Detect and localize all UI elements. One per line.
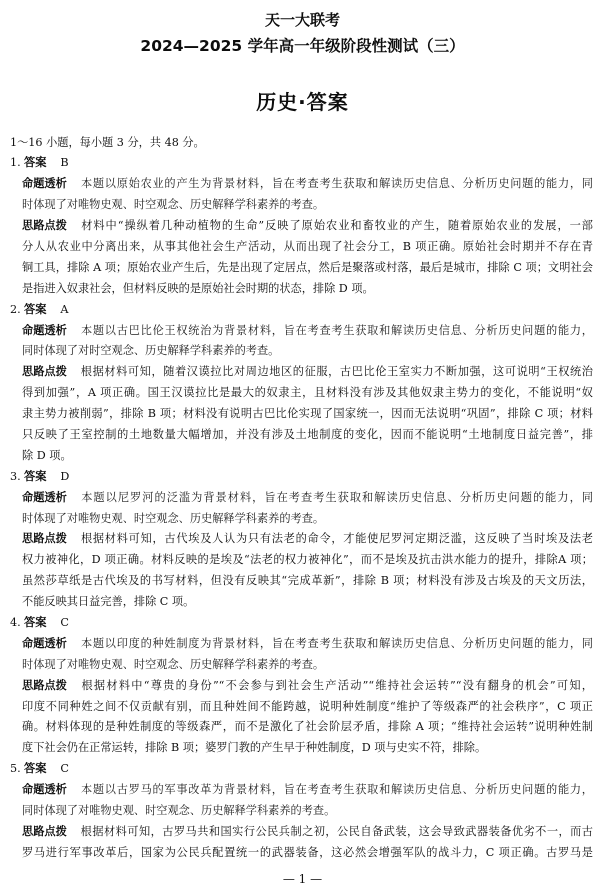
exam-title: 2024—2025 学年高一年级阶段性测试（三） (140, 37, 465, 55)
analysis-text: 本题以古罗马的军事改革为背景材料，旨在考查考生获取和解读历史信息、分析历史问题的能力， (80, 783, 593, 797)
hint-text: 材料中“操纵着几种动植物的生命”反映了原始农业和畜牧业的产生，随着原始农业的发展，一部 (80, 219, 593, 233)
question-number: 4. (10, 615, 21, 629)
answer-label: 答案 (24, 156, 47, 170)
analysis-text: 本题以印度的种姓制度为背景材料，旨在考查考生获取和解读历史信息、分析历史问题的能力，同 (80, 636, 593, 650)
hint-line: 得到加强”，A 项正确。国王汉谟拉比是最大的奴隶主，且材料没有涉及其他奴隶主势力的变化，不能说明“奴 (22, 386, 593, 400)
answer-choice: D (60, 469, 70, 483)
hint-line: 权力被神化，D 项正确。材料反映的是埃及“法老的权力被神化”，而不是埃及抗击洪水能力的提升，排除A 项； (22, 553, 593, 567)
analysis-paragraph (0, 634, 605, 676)
analysis-line: 时体现了对唯物史观、时空观念、历史解释学科素养的考查。 (22, 198, 325, 212)
hint-label: 思路点拨 (22, 678, 67, 692)
answer-row (0, 613, 595, 634)
analysis-line: 同时体现了对时空观念、历史解释学科素养的考查。 (22, 344, 280, 358)
answer-row (0, 153, 595, 174)
page-number: — 1 — (282, 872, 323, 886)
analysis-text: 本题以原始农业的产生为背景材料，旨在考查考生获取和解读历史信息、分析历史问题的能力，同 (80, 177, 593, 191)
analysis-paragraph (0, 174, 605, 216)
analysis-line (22, 174, 593, 195)
answer-label: 答案 (24, 469, 47, 483)
analysis-label: 命题透析 (22, 323, 67, 337)
answer-choice: C (60, 762, 69, 776)
hint-line: 不能反映其日益完善，排除 C 项。 (22, 595, 195, 609)
analysis-line (22, 780, 593, 801)
question-item (0, 467, 605, 613)
hint-line (22, 216, 593, 237)
analysis-line (22, 488, 593, 509)
hint-line: 罗马进行军事改革后，国家为公民兵配置统一的武器装备，这必然会增强军队的战斗力，C 项正确。古罗马是 (22, 845, 593, 859)
exam-organizer: 天一大联考 (264, 11, 340, 29)
analysis-line (22, 321, 593, 342)
question-item (0, 153, 605, 299)
analysis-label: 命题透析 (22, 783, 67, 797)
question-item (0, 300, 605, 467)
hint-text: 根据材料可知，古罗马共和国实行公民兵制之初，公民自备武装，这会导致武器装备优劣不一，而古 (80, 824, 593, 838)
page-title: 历史·答案 (256, 90, 349, 114)
answer-label: 答案 (24, 762, 47, 776)
hint-line: 虽然莎草纸是古代埃及的书写材料，但没有反映其“完成革新”，排除 B 项；材料没有涉及古埃及的天文历法， (22, 574, 593, 588)
hint-line (22, 822, 593, 843)
analysis-line: 时体现了对唯物史观、时空观念、历史解释学科素养的考查。 (22, 511, 325, 525)
hint-line: 印度不同种姓之间不仅贡献有别，而且种姓间不能跨越，说明种姓制度“维护了等级森严的社会秩序”，C 项正 (22, 699, 593, 713)
answer-row (0, 300, 595, 321)
answer-content (0, 133, 605, 864)
hint-line: 是指进入奴隶社会，但材料反映的是原始社会时期的状态，排除 D 项。 (22, 281, 374, 295)
answer-choice: C (60, 615, 69, 629)
analysis-text: 本题以尼罗河的泛滥为背景材料，旨在考查考生获取和解读历史信息、分析历史问题的能力，同 (80, 490, 593, 504)
hint-paragraph (0, 676, 605, 760)
section-intro: 1～16 小题，每小题 3 分，共 48 分。 (10, 135, 205, 149)
hint-label: 思路点拨 (22, 219, 67, 233)
question-number: 3. (10, 469, 21, 483)
question-item (0, 759, 605, 863)
hint-line: 分人从农业中分离出来，从事其他社会生产活动，从而出现了社会分工，B 项正确。原始社会时期并不存在青 (22, 239, 593, 253)
hint-line: 隶主势力被削弱”，排除 B 项；材料没有说明古巴比伦实现了国家统一，因而无法说明“巩固”，排除 C 项；材料 (22, 407, 593, 421)
question-number: 1. (10, 156, 21, 170)
hint-line (22, 362, 593, 383)
analysis-paragraph (0, 321, 605, 363)
analysis-paragraph (0, 780, 605, 822)
hint-line: 只反映了王室控制的土地数量大幅增加，并没有涉及土地制度的变化，因而不能说明“土地制度日益完善”，排 (22, 427, 593, 441)
hint-text: 根据材料中“尊贵的身份”“不会参与到社会生产活动”“维持社会运转”“没有翻身的机会”可知， (80, 678, 593, 692)
hint-paragraph (0, 216, 605, 300)
hint-label: 思路点拨 (22, 532, 67, 546)
answer-choice: A (60, 302, 69, 316)
hint-label: 思路点拨 (22, 824, 67, 838)
answer-label: 答案 (24, 302, 47, 316)
hint-line (22, 676, 593, 697)
question-number: 2. (10, 302, 21, 316)
answer-choice: B (60, 156, 69, 170)
hint-line (22, 529, 593, 550)
answer-row (0, 467, 595, 488)
analysis-label: 命题透析 (22, 636, 67, 650)
answer-label: 答案 (24, 615, 47, 629)
hint-paragraph (0, 529, 605, 613)
question-item (0, 613, 605, 759)
question-number: 5. (10, 762, 21, 776)
hint-paragraph (0, 822, 605, 864)
hint-line: 度下社会仍在正常运转，排除 B 项；婆罗门教的产生早于种姓制度，D 项与史实不符，排除。 (22, 741, 487, 755)
hint-label: 思路点拨 (22, 365, 67, 379)
analysis-line (22, 634, 593, 655)
hint-text: 根据材料可知，古代埃及人认为只有法老的命令，才能使尼罗河定期泛滥，这反映了当时埃及法老 (80, 532, 593, 546)
answer-row (0, 759, 595, 780)
question-list (0, 153, 605, 863)
analysis-line: 时体现了对唯物史观、时空观念、历史解释学科素养的考查。 (22, 657, 325, 671)
analysis-text: 本题以古巴比伦王权统治为背景材料，旨在考查考生获取和解读历史信息、分析历史问题的能力， (80, 323, 593, 337)
analysis-label: 命题透析 (22, 177, 67, 191)
hint-line: 除 D 项。 (22, 448, 72, 462)
hint-text: 根据材料可知，随着汉谟拉比对周边地区的征服，古巴比伦王室实力不断加强，这可说明“王权统治 (80, 365, 593, 379)
analysis-line: 同时体现了对唯物史观、时空观念、历史解释学科素养的考查。 (22, 804, 336, 817)
analysis-label: 命题透析 (22, 490, 67, 504)
hint-line: 确。材料体现的是种姓制度的等级森严，而不是激化了社会阶层矛盾，排除 A 项；“维持社会运转”说明种姓制 (22, 720, 593, 734)
analysis-paragraph (0, 488, 605, 530)
hint-paragraph (0, 362, 605, 466)
hint-line: 铜工具，排除 A 项；原始农业产生后，先是出现了定居点，然后是聚落或村落，最后是城市，排除 C 项；文明社会 (22, 260, 593, 274)
